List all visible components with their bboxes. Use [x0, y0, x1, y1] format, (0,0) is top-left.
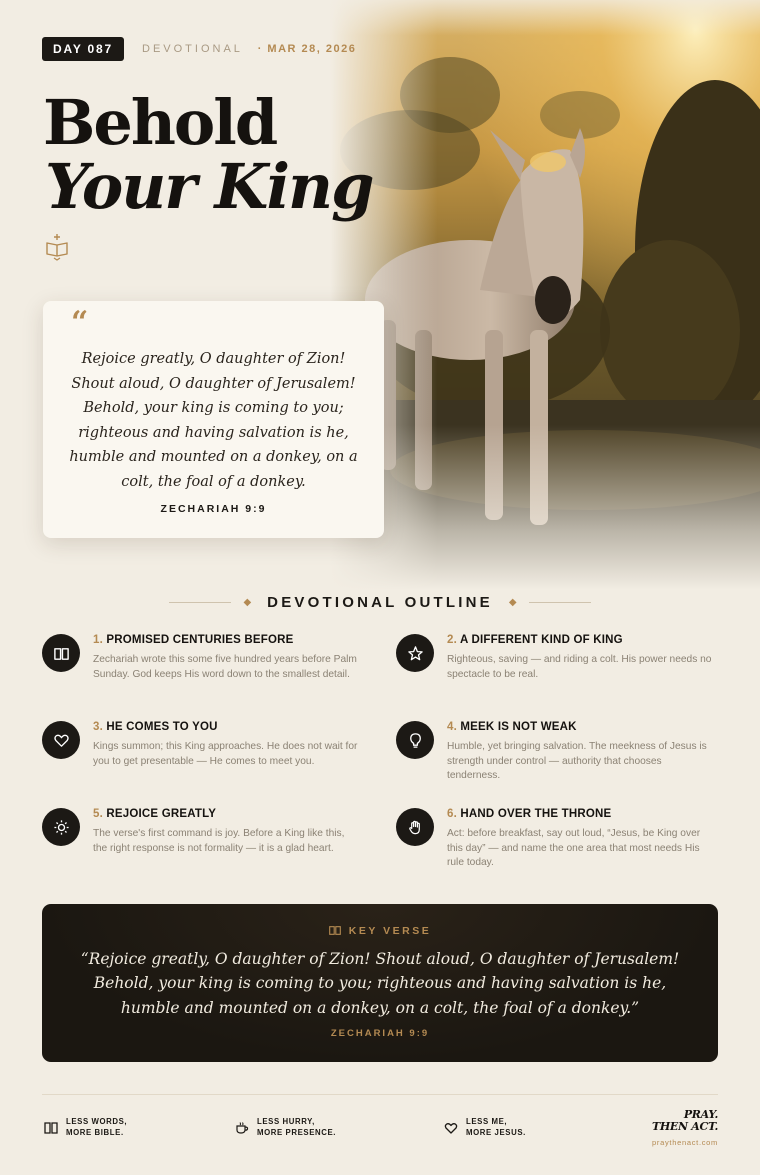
item-body: The verse's first command is joy. Before a King like this, the right response is not formality — it is a glad heart. — [93, 828, 345, 854]
item-number: 6. — [447, 808, 457, 820]
footer-line2: MORE JESUS. — [466, 1127, 526, 1137]
hand-icon — [396, 808, 434, 846]
footer-divider — [42, 1094, 718, 1095]
footer-item-bible — [44, 1117, 127, 1138]
heart-icon — [42, 721, 80, 759]
item-title: REJOICE GREATLY — [106, 808, 217, 820]
hero-donkey-image — [330, 0, 760, 590]
day-badge: DAY 087 — [42, 37, 124, 61]
date-label: MAR 28, 2026 — [267, 43, 357, 55]
item-body: Kings summon; this King approaches. He does not wait for you to get presentable — He comes to meet you. — [93, 741, 358, 767]
brand-line1: PRAY. — [683, 1108, 718, 1121]
item-body: Act: before breakfast, say out loud, “Jesus, be King over this day” — and name the one area that most needs His rule today. — [447, 828, 701, 869]
book-icon — [329, 926, 341, 935]
item-title: PROMISED CENTURIES BEFORE — [106, 634, 294, 646]
scripture-quote-card — [43, 301, 384, 538]
heart-icon — [444, 1121, 458, 1135]
category-label: DEVOTIONAL — [142, 43, 243, 55]
footer-line1: LESS WORDS, — [66, 1117, 128, 1126]
outline-heading-label: DEVOTIONAL OUTLINE — [267, 593, 493, 611]
divider-right — [529, 602, 591, 603]
footer-line2: MORE PRESENCE. — [257, 1127, 337, 1137]
quote-mark-icon: “ — [71, 305, 89, 340]
page-title-line1: Behold — [43, 86, 277, 159]
key-verse-panel — [42, 904, 718, 1062]
item-number: 2. — [447, 634, 457, 646]
footer-line1: LESS HURRY, — [257, 1117, 315, 1126]
quote-reference: ZECHARIAH 9:9 — [160, 503, 267, 515]
item-body: Humble, yet bringing salvation. The meekness of Jesus is strength under control — authority that chooses tenderness. — [447, 741, 707, 782]
item-number: 1. — [93, 634, 103, 646]
lightbulb-icon — [396, 721, 434, 759]
key-verse-text: “Rejoice greatly, O daughter of Zion! Shout aloud, O daughter of Jerusalem! Behold, your king is coming to you; righteous and having salvation is he, humble and mounted on a donkey, on a colt, the foal of a donkey.” — [80, 950, 680, 1017]
brand-site-link[interactable]: praythenact.com — [652, 1138, 718, 1147]
divider-left — [169, 602, 231, 603]
key-verse-reference: ZECHARIAH 9:9 — [330, 1028, 430, 1039]
footer-line1: LESS ME, — [466, 1117, 508, 1126]
footer-item-jesus — [444, 1117, 526, 1138]
brand-block — [652, 1109, 718, 1147]
star-icon — [396, 634, 434, 672]
item-title: HAND OVER THE THRONE — [460, 808, 612, 820]
item-body: Zechariah wrote this some five hundred years before Palm Sunday. God keeps His word down to the smallest detail. — [93, 654, 357, 680]
key-verse-label — [42, 925, 718, 937]
item-body: Righteous, saving — and riding a colt. His power needs no spectacle to be real. — [447, 654, 712, 680]
coffee-cup-icon — [235, 1121, 249, 1135]
diamond-icon: ◆ — [508, 596, 517, 608]
footer-line2: MORE BIBLE. — [66, 1127, 124, 1137]
diamond-icon: ◆ — [243, 596, 252, 608]
separator: · — [257, 43, 263, 55]
item-title: A DIFFERENT KIND OF KING — [459, 634, 623, 646]
item-number: 5. — [93, 808, 103, 820]
footer-item-presence — [235, 1117, 336, 1138]
item-number: 3. — [93, 721, 103, 733]
item-title: HE COMES TO YOU — [106, 721, 218, 733]
quote-text: Rejoice greatly, O daughter of Zion! Shout aloud, O daughter of Jerusalem! Behold, your king is coming to you; righteous and having salvation is he, humble and mounted on a donkey, on a colt, the foal of a donkey. — [69, 351, 358, 490]
item-title: MEEK IS NOT WEAK — [460, 721, 577, 733]
open-bible-icon — [45, 233, 69, 261]
item-number: 4. — [447, 721, 457, 733]
book-icon — [42, 634, 80, 672]
brand-line2: THEN ACT. — [651, 1120, 718, 1133]
meta-line — [142, 43, 356, 55]
sun-icon — [42, 808, 80, 846]
key-verse-label-text: KEY VERSE — [348, 925, 432, 937]
book-icon — [44, 1121, 58, 1135]
page-title-line2: Your King — [45, 150, 373, 223]
outline-heading — [0, 592, 760, 612]
